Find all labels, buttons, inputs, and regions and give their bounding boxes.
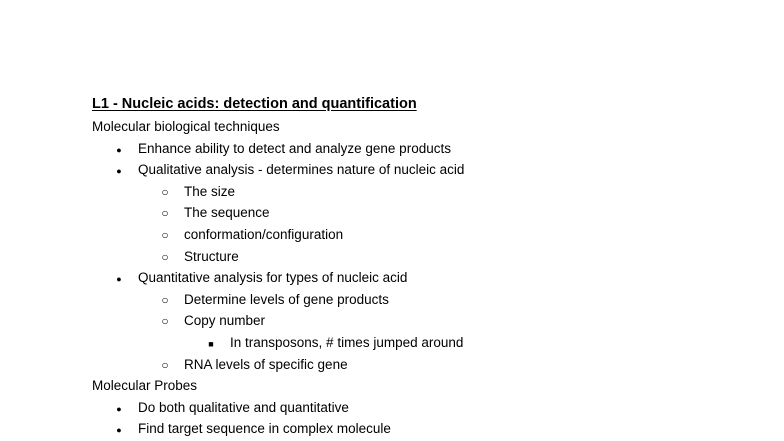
circle-bullet-icon [157, 226, 173, 244]
list-item: Quantitative analysis for types of nucleic acid [138, 270, 408, 285]
list-item: The sequence [184, 205, 270, 220]
list-item: conformation/configuration [184, 227, 344, 242]
list-item: RNA levels of specific gene [184, 357, 348, 372]
square-bullet-icon [203, 334, 219, 353]
list-item: Qualitative analysis - determines nature of nucleic acid [138, 162, 465, 177]
disc-bullet-icon [111, 161, 127, 180]
list-item: Find target sequence in complex molecule [138, 421, 391, 436]
list-item: Structure [184, 249, 239, 264]
disc-bullet-icon [111, 140, 127, 159]
list-item: The size [184, 184, 236, 199]
circle-bullet-icon [157, 291, 173, 309]
list-item: Copy number [184, 313, 266, 328]
list-item: In transposons, # times jumped around [230, 335, 464, 350]
disc-bullet-icon [111, 399, 127, 418]
circle-bullet-icon [157, 248, 173, 266]
disc-bullet-icon [111, 269, 127, 288]
section-heading-molecular-probes: Molecular Probes [92, 378, 198, 393]
circle-bullet-icon [157, 183, 173, 201]
circle-bullet-icon [157, 312, 173, 330]
page-title: L1 - Nucleic acids: detection and quantification [92, 96, 417, 112]
disc-bullet-icon [111, 420, 127, 439]
circle-bullet-icon [157, 356, 173, 374]
list-item: Enhance ability to detect and analyze gene products [138, 141, 451, 156]
circle-bullet-icon [157, 204, 173, 222]
list-item: Do both qualitative and quantitative [138, 400, 349, 415]
list-item: Determine levels of gene products [184, 292, 389, 307]
section-heading-molecular-techniques: Molecular biological techniques [92, 119, 280, 134]
